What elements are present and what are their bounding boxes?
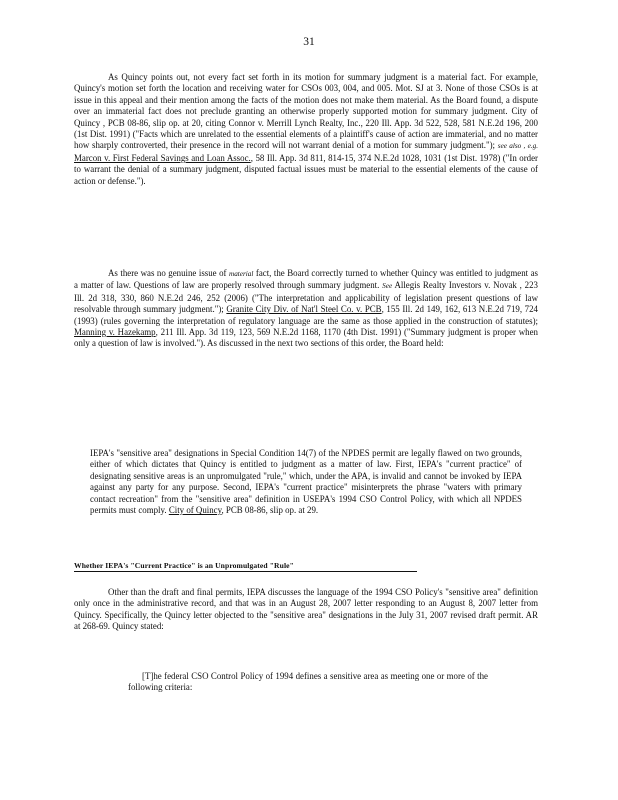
paragraph2-text-b: fact, the Board correctly turned to whether Quincy was entitled to judgment as a matter of law. Questions of law are properly resolved through summary judgment. [74,268,538,291]
paragraph2-text-a: As there was no genuine issue of [108,268,227,278]
quote2-text: [T]he federal CSO Control Policy of 1994 defines a sensitive area as meeting one or more of the following criteria: [128,671,488,693]
heading-underline [74,571,417,572]
paragraph3-text: Other than the draft and final permits, IEPA discusses the language of the 1994 CSO Policy's "sensitive area" definition only once in the administrative record, and that was in an August 28, 2007 letter responding to an August 8, 2007 letter from Quincy. Specifically, the Quincy letter objected to the "sensitive area" designations in the July 31, 2007 revised draft permit. AR at 268-69. Quincy stated: [74,587,538,632]
paragraph1-text-b: , 58 Ill. App. 3d 811, 814-15, 374 N.E.2d 1028, 1031 (1st Dist. 1978) ("In order to warrant the denial of a summary judgment, disputed factual issues must be material to the essential elements of the cause of action or defense."). [74,152,538,186]
page-number: 31 [303,36,315,48]
quote1-text-b: , PCB 08-86, slip op. at 29. [221,505,319,516]
see-also-signal: see also , e.g. [497,142,538,151]
block-quote-quincy-letter [128,671,488,694]
paragraph2-text-d: , 155 Ill. 2d 149, 162, 613 N.E.2d 719, 724 (1993) (rules governing the interpretation of regulatory language are the same as those applied in the construction of statutes); [74,304,538,326]
case-citation-city-of-quincy: City of Quincy [168,505,222,516]
paragraph-matter-of-law [74,268,538,350]
paragraph-immaterial-facts [74,72,538,187]
paragraph1-text-a: As Quincy points out, not every fact set forth in its motion for summary judgment is a material fact. For example, Quincy's motion set forth the location and receiving water for CSOs 003, 004, and 005. Mot. SJ at 3. None of those CSOs is at issue in this appeal and their mention among the facts of the motion does not make them material. As the Board found, a dispute over an immaterial fact does not preclude granting an otherwise properly supported motion for summary judgment. City of Quincy , PCB 08-86, slip op. at 20, citing Connor v. Merrill Lynch Realty, Inc., 220 Ill. App. 3d 522, 528, 581 N.E.2d 196, 200 (1st Dist. 1991) ("Facts which are unrelated to the essential elements of a plaintiff's cause of action are immaterial, and no matter how sharply controverted, their presence in the record will not warrant denial of a motion for summary judgment."); [74,72,538,151]
block-quote-board-holding [90,448,522,516]
material-emphasis: material [229,270,254,278]
paragraph-draft-permits [74,587,538,633]
section-heading: Whether IEPA's "Current Practice" is an Unpromulgated "Rule" [74,561,294,570]
quote1-text-a: IEPA's "sensitive area" designations in Special Condition 14(7) of the NPDES permit are legally flawed on two grounds, either of which dictates that Quincy is entitled to judgment as a matter of law. First, IEPA's "current practice" of designating sensitive areas is an unpromulgated "rule," which, under the APA, is invalid and cannot be invoked by IEPA against any party for any purpose. Second, IEPA's "current practice" misinterprets the phrase "waters with primary contact recreation" from the "sensitive area" definition in USEPA's 1994 CSO Control Policy, with which all NPDES permits must comply. [90,448,522,516]
see-signal: See [382,282,393,291]
paragraph2-text-e: , 211 Ill. App. 3d 119, 123, 569 N.E.2d 1168, 1170 (4th Dist. 1991) ("Summary judgment is proper when only a question of law is involved."). As discussed in the next two sections of this order, the Board held: [74,327,538,349]
paragraph2-text-c: Allegis Realty Investors v. Novak , 223 Ill. 2d 318, 330, 860 N.E.2d 246, 252 (2006) ("The interpretation and applicability of legislation present questions of law resolvable through summary judgment."); [74,280,538,315]
case-citation-granite-city: Granite City Div. of Nat'l Steel Co. v. PCB [226,304,382,315]
case-citation-marcon: Marcon v. First Federal Savings and Loan Assoc. [74,152,251,163]
case-citation-manning: Manning v. Hazekamp [74,327,156,338]
